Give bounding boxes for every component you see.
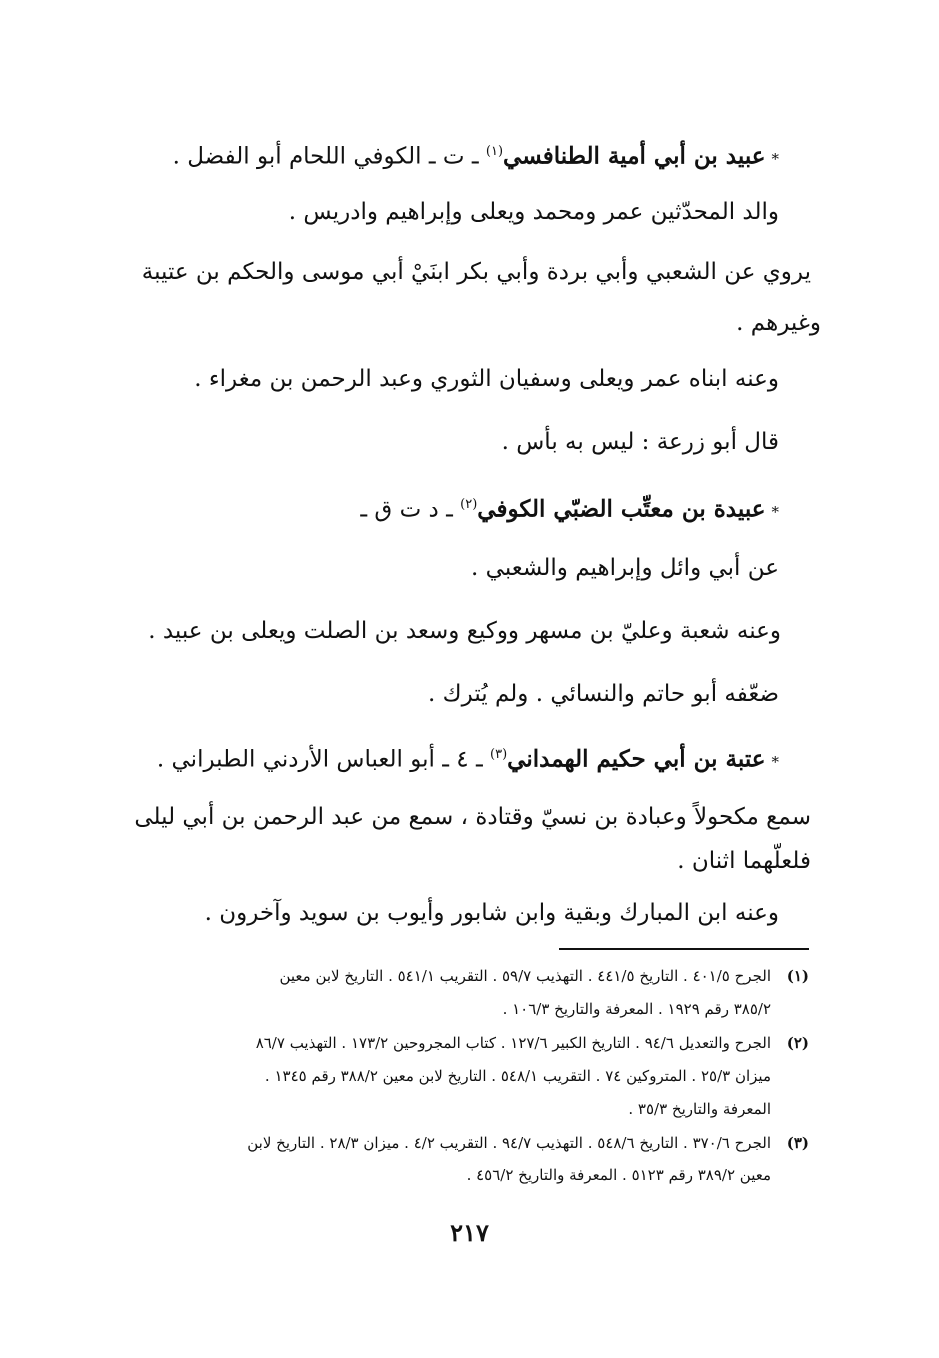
entry-line: وغيرهم . <box>736 310 821 336</box>
footnote-text: الجرح ٣٧٠/٦ . التاريخ ٥٤٨/٦ . التهذيب ٩٤/٧ . التقريب ٤/٢ . ميزان ٢٨/٣ . التاريخ لابن <box>247 1134 771 1152</box>
entry-star: * <box>771 149 779 168</box>
footnote-ref: (١) <box>485 144 504 159</box>
entry-star: * <box>771 752 779 771</box>
footnote-text: الجرح ٤٠١/٥ . التاريخ ٤٤١/٥ . التهذيب ٥٩/٧ . التقريب ٥٤١/١ . التاريخ لابن معين <box>279 967 771 985</box>
footnote <box>129 964 809 988</box>
footnote-text: المعرفة والتاريخ ٣٥/٣ . <box>628 1100 771 1118</box>
entry-heading-rest: ـ د ت ق ـ <box>360 496 453 523</box>
entry-heading <box>129 135 779 176</box>
entry-heading <box>129 738 779 779</box>
footnote <box>129 1031 809 1055</box>
footnote <box>129 1131 809 1155</box>
entry-line: عن أبي وائل وإبراهيم والشعبي . <box>471 555 779 581</box>
entry-line: وعنه ابناه عمر ويعلى وسفيان الثوري وعبد الرحمن بن مغراء . <box>194 366 779 392</box>
narrator-name: عبيد بن أبي أمية الطنافسي <box>503 142 766 170</box>
narrator-name: عتبة بن أبي حكيم الهمداني <box>507 745 766 773</box>
footnote-number: (٣) <box>786 1134 809 1152</box>
footnote-ref: (٣) <box>490 747 508 762</box>
entry-line: يروي عن الشعبي وأبي بردة وأبي بكر ابنَيْ أبي موسى والحكم بن عتيبة <box>141 259 811 285</box>
footnote-text: الجرح والتعديل ٩٤/٦ . التاريخ الكبير ١٢٧/٦ . كتاب المجروحين ١٧٣/٢ . التهذيب ٨٦/٧ <box>255 1034 771 1052</box>
entry-line: وعنه شعبة وعليّ بن مسهر ووكيع وسعد بن الصلت ويعلى بن عبيد . <box>148 618 781 644</box>
footnote-number: (٢) <box>786 1034 809 1052</box>
entry-line: ضعّفه أبو حاتم والنسائي . ولم يُترك . <box>428 681 779 707</box>
footnote-ref: (٢) <box>460 497 478 512</box>
entry-line: وعنه ابن المبارك وبقية وابن شابور وأيوب بن سويد وآخرون . <box>204 900 779 926</box>
entry-heading-rest: ـ ٤ ـ أبو العباس الأردني الطبراني . <box>156 746 483 773</box>
entry-star: * <box>771 502 779 521</box>
narrator-name: عبيدة بن معتِّب الضبّي الكوفي <box>477 495 766 523</box>
entry-line: سمع مكحولاً وعبادة بن نسيّ وقتادة ، سمع من عبد الرحمن بن أبي ليلى <box>134 804 811 830</box>
entry-heading-rest: ـ ت ـ الكوفي اللحام أبو الفضل . <box>172 143 479 170</box>
entry-line: والد المحدّثين عمر ومحمد ويعلى وإبراهيم وادريس . <box>288 199 779 225</box>
footnote-separator <box>559 948 809 950</box>
entry-heading <box>129 488 779 529</box>
entry-line: قال أبو زرعة : ليس به بأس . <box>501 429 779 455</box>
footnote-text: ميزان ٢٥/٣ . المتروكين ٧٤ . التقريب ٥٤٨/١ . التاريخ لابن معين ٣٨٨/٢ رقم ١٣٤٥ . <box>264 1067 771 1085</box>
footnote-text: ٣٨٥/٢ رقم ١٩٢٩ . المعرفة والتاريخ ١٠٦/٣ . <box>502 1000 771 1018</box>
footnote-text: معين ٣٨٩/٢ رقم ٥١٢٣ . المعرفة والتاريخ ٤٥٦/٢ . <box>466 1166 771 1184</box>
entry-line: فلعلّهما اثنان . <box>677 848 811 874</box>
footnote-number: (١) <box>786 967 809 985</box>
page-number: ٢١٧ <box>450 1218 489 1247</box>
